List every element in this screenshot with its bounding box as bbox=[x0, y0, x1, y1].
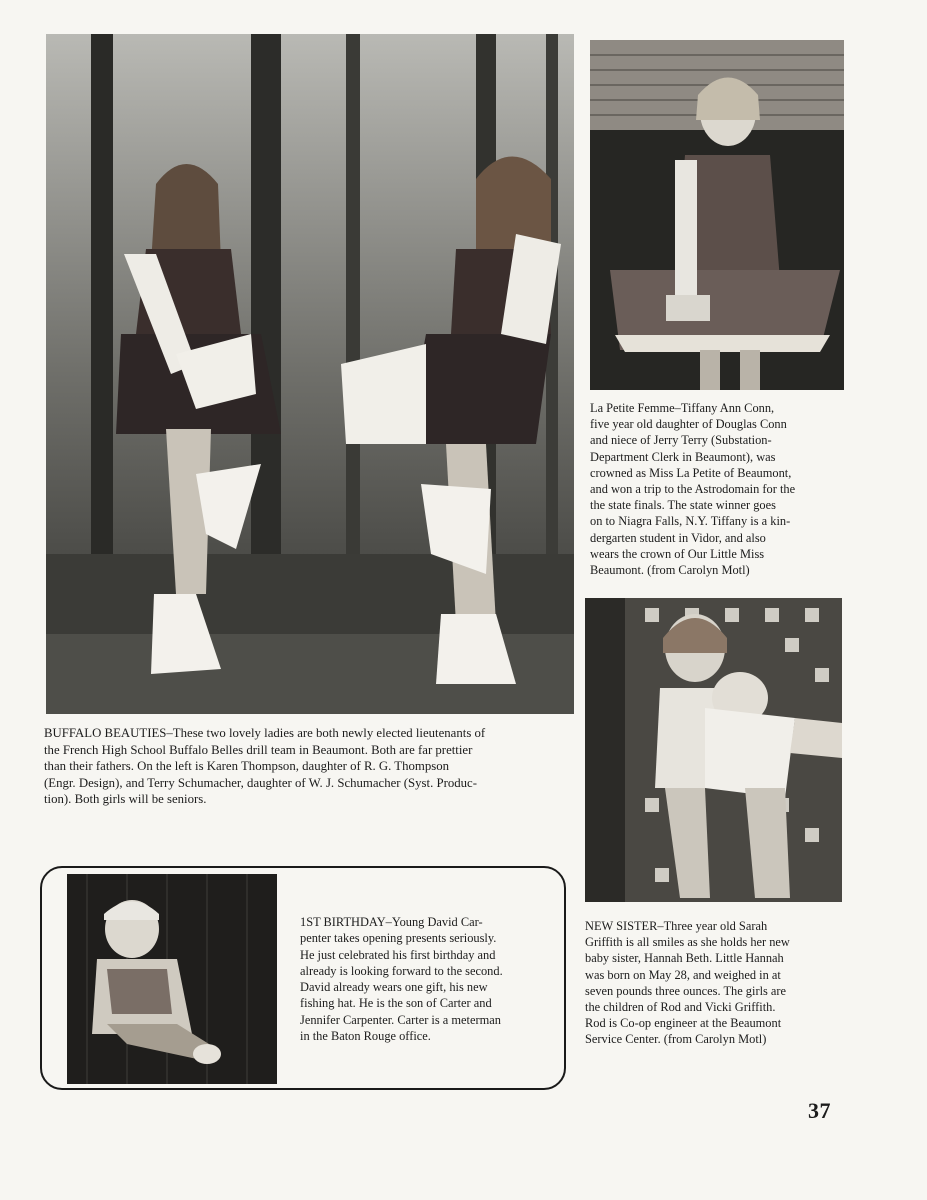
caption-line: BUFFALO BEAUTIES–These two lovely ladies are both newly elected lieutenants of bbox=[44, 726, 486, 740]
buffalo-beauties-caption bbox=[44, 725, 574, 808]
caption-line: dergarten student in Vidor, and also bbox=[590, 530, 766, 545]
caption-line: was born on May 28, and weighed in at bbox=[585, 967, 781, 982]
caption-line: the French High School Buffalo Belles drill team in Beaumont. Both are far prettier bbox=[44, 742, 473, 757]
caption-line: tion). Both girls will be seniors. bbox=[44, 792, 207, 807]
caption-line: Jennifer Carpenter. Carter is a meterman bbox=[300, 1012, 501, 1027]
toddler-in-hat-photo bbox=[67, 874, 277, 1084]
caption-line: the children of Rod and Vicki Griffith. bbox=[585, 1000, 776, 1015]
caption-line: 1ST BIRTHDAY–Young David Car- bbox=[300, 915, 483, 929]
caption-line: fishing hat. He is the son of Carter and bbox=[300, 996, 492, 1011]
birthday-photo bbox=[67, 874, 277, 1084]
caption-line: Rod is Co-op engineer at the Beaumont bbox=[585, 1016, 782, 1031]
caption-line: He just celebrated his first birthday and bbox=[300, 947, 496, 962]
caption-line: wears the crown of Our Little Miss bbox=[590, 546, 765, 561]
girl-holding-baby-photo bbox=[585, 598, 842, 902]
new-sister-caption bbox=[585, 918, 847, 1048]
caption-line: Beaumont. (from Carolyn Motl) bbox=[590, 563, 750, 578]
caption-line: La Petite Femme–Tiffany Ann Conn, bbox=[590, 401, 775, 415]
caption-line: David already wears one gift, his new bbox=[300, 980, 488, 995]
caption-line: the state finals. The state winner goes bbox=[590, 498, 776, 513]
caption-line: than their fathers. On the left is Karen Thompson, daughter of R. G. Thompson bbox=[44, 759, 450, 774]
caption-line: and won a trip to the Astrodomain for the bbox=[590, 482, 796, 497]
caption-line: seven pounds three ounces. The girls are bbox=[585, 983, 787, 998]
caption-line: Griffith is all smiles as she holds her new bbox=[585, 935, 790, 950]
caption-line: on to Niagra Falls, N.Y. Tiffany is a kin- bbox=[590, 514, 791, 529]
girl-with-trophy-photo bbox=[590, 40, 844, 390]
la-petite-photo bbox=[590, 40, 844, 390]
new-sister-photo bbox=[585, 598, 842, 902]
caption-line: in the Baton Rouge office. bbox=[300, 1029, 431, 1044]
caption-line: NEW SISTER–Three year old Sarah bbox=[585, 919, 768, 933]
caption-line: crowned as Miss La Petite of Beaumont, bbox=[590, 465, 792, 480]
two-drill-team-girls-photo bbox=[46, 34, 574, 714]
caption-line: five year old daughter of Douglas Conn bbox=[590, 417, 787, 432]
buffalo-beauties-photo bbox=[46, 34, 574, 714]
caption-line: already is looking forward to the second. bbox=[300, 963, 503, 978]
caption-line: Department Clerk in Beaumont), was bbox=[590, 449, 776, 464]
page-number: 37 bbox=[808, 1098, 831, 1123]
caption-line: (Engr. Design), and Terry Schumacher, daughter of W. J. Schumacher (Syst. Produc- bbox=[44, 775, 477, 790]
la-petite-caption bbox=[590, 400, 852, 578]
first-birthday-caption bbox=[300, 914, 558, 1044]
caption-line: penter takes opening presents seriously. bbox=[300, 931, 497, 946]
caption-line: and niece of Jerry Terry (Substation- bbox=[590, 433, 772, 448]
caption-line: baby sister, Hannah Beth. Little Hannah bbox=[585, 951, 784, 966]
caption-line: Service Center. (from Carolyn Motl) bbox=[585, 1032, 767, 1047]
